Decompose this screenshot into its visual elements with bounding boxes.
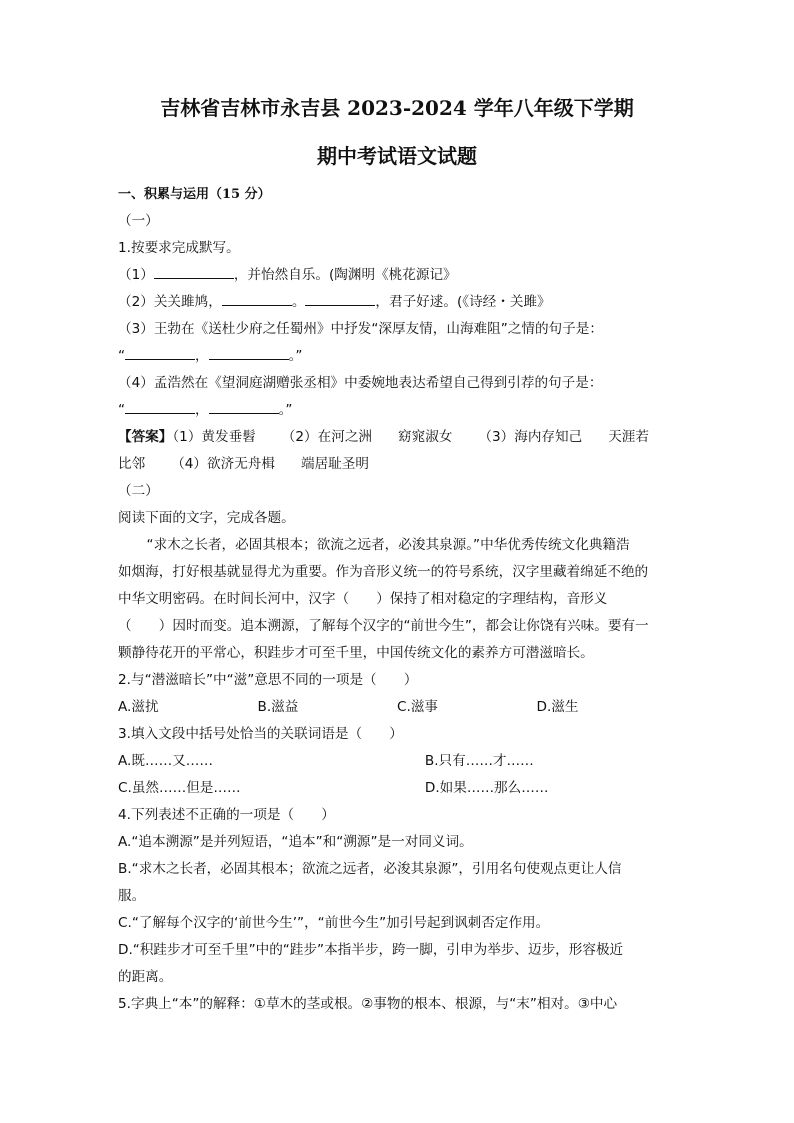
option-a[interactable]: A.既……又…… [118,753,213,769]
question-4-option-a[interactable]: A.“追本溯源”是并列短语，“追本”和“溯源”是一对同义词。 [118,834,473,850]
section-heading: 一、积累与运用（15 分） [118,187,271,202]
answer-text: （1）黄发垂髫 [172,429,256,445]
question-4-option-d-cont: 的距离。 [118,969,173,985]
answer-text: 窈窕淑女 [398,429,453,445]
question-2-stem: 2.与“潜滋暗长”中“滋”意思不同的一项是（ ） [118,672,418,688]
option-c[interactable]: C.虽然……但是…… [118,780,241,796]
answer-blank[interactable] [209,399,279,414]
part-label: （一） [118,213,159,229]
question-4-stem: 4.下列表述不正确的一项是（ ） [118,807,335,823]
option-a[interactable]: A.滋扰 [118,699,159,715]
quote-mark: “ [118,348,126,364]
quote-mark: 。” [278,402,293,418]
answer-blank[interactable] [222,291,292,306]
question-4-option-b-cont: 服。 [118,888,146,904]
answer-blank[interactable] [305,291,375,306]
part-label: （二） [118,483,159,499]
passage-line: 如烟海，打好根基就显得尤为重要。作为音形义统一的符号系统，汉字里藏着绵延不绝的 [118,564,649,580]
question-3-options-row1 [118,748,676,775]
passage-line: 中华文明密码。在时间长河中，汉字（ ）保持了相对稳定的字理结构，音形义 [118,591,608,607]
question-3-stem: 3.填入文段中括号处恰当的关联词语是（ ） [118,726,403,742]
page-title-line2: 期中考试语文试题 [317,144,477,168]
answer-text: 端居耻圣明 [301,456,369,472]
question-4-option-b[interactable]: B.“求木之长者，必固其根本；欲流之远者，必浚其泉源”，引用名句使观点更让人信 [118,861,622,877]
option-b[interactable]: B.滋益 [257,699,299,715]
question-1-stem: 1.按要求完成默写。 [118,240,240,256]
option-d[interactable]: D.如果……那么…… [424,780,549,796]
question-1-item-1 [118,262,676,289]
answer-text: （2）在河之洲 [281,429,373,445]
question-3-options-row2 [118,775,676,802]
option-b[interactable]: B.只有……才…… [424,753,534,769]
question-1-item-3-blanks [118,343,676,370]
reading-instruction: 阅读下面的文字，完成各题。 [118,510,295,526]
question-5-stem: 5.字典上“本”的解释：①草木的茎或根。②事物的根本、根源，与“末”相对。③中心 [118,996,618,1012]
answer-tag: 【答案】 [118,429,173,445]
answer-text: （3）海内存知己 [478,429,583,445]
answer-text: 天涯若 [608,429,649,445]
question-1-item-4-blanks [118,397,676,424]
answer-blank[interactable] [154,264,234,279]
quote-mark: 。” [288,348,303,364]
answer-line-2 [118,451,676,478]
answer-line-1 [118,424,676,451]
question-2-options [118,694,676,721]
quote-mark: “ [118,402,126,418]
answer-blank[interactable] [209,345,289,360]
item-label: （1） [118,267,154,283]
comma: ， [195,402,209,418]
answer-text: （4）欲济无舟楫 [171,456,275,472]
question-4-option-c[interactable]: C.“了解每个汉字的‘前世今生’”，“前世今生”加引号起到讽刺否定作用。 [118,915,550,931]
option-c[interactable]: C.滋事 [397,699,439,715]
answer-blank[interactable] [125,399,195,414]
option-d[interactable]: D.滋生 [536,699,579,715]
item-text: （2）关关雎鸠， [118,294,222,310]
comma: ， [195,348,209,364]
item-text: 。 [291,294,306,310]
passage-line: 颗静待花开的平常心，积跬步才可至千里，中国传统文化的素养方可潜滋暗长。 [118,645,594,661]
question-1-item-4: （4）孟浩然在《望洞庭湖赠张丞相》中委婉地表达希望自己得到引荐的句子是： [118,375,603,391]
passage-line: （ ）因时而变。追本溯源，了解每个汉字的“前世今生”，都会让你饶有兴味。要有一 [118,618,649,634]
question-1-item-2 [118,289,676,316]
answer-blank[interactable] [125,345,195,360]
item-text: ，并怡然自乐。(陶渊明《桃花源记》 [233,267,457,283]
question-4-option-d[interactable]: D.“积跬步才可至千里”中的“跬步”本指半步，跨一脚，引申为举步、迈步，形容极近 [118,942,624,958]
answer-text: 比邻 [118,456,146,472]
page-title-line1: 吉林省吉林市永吉县 2023-2024 学年八年级下学期 [160,96,634,120]
item-text: ，君子好逑。(《诗经・关雎》 [375,294,551,310]
question-1-item-3: （3）王勃在《送杜少府之任蜀州》中抒发“深厚友情，山海难阻”之情的句子是： [118,321,603,337]
passage-line: “求木之长者，必固其根本；欲流之远者，必浚其泉源。”中华优秀传统文化典籍浩 [146,537,630,553]
